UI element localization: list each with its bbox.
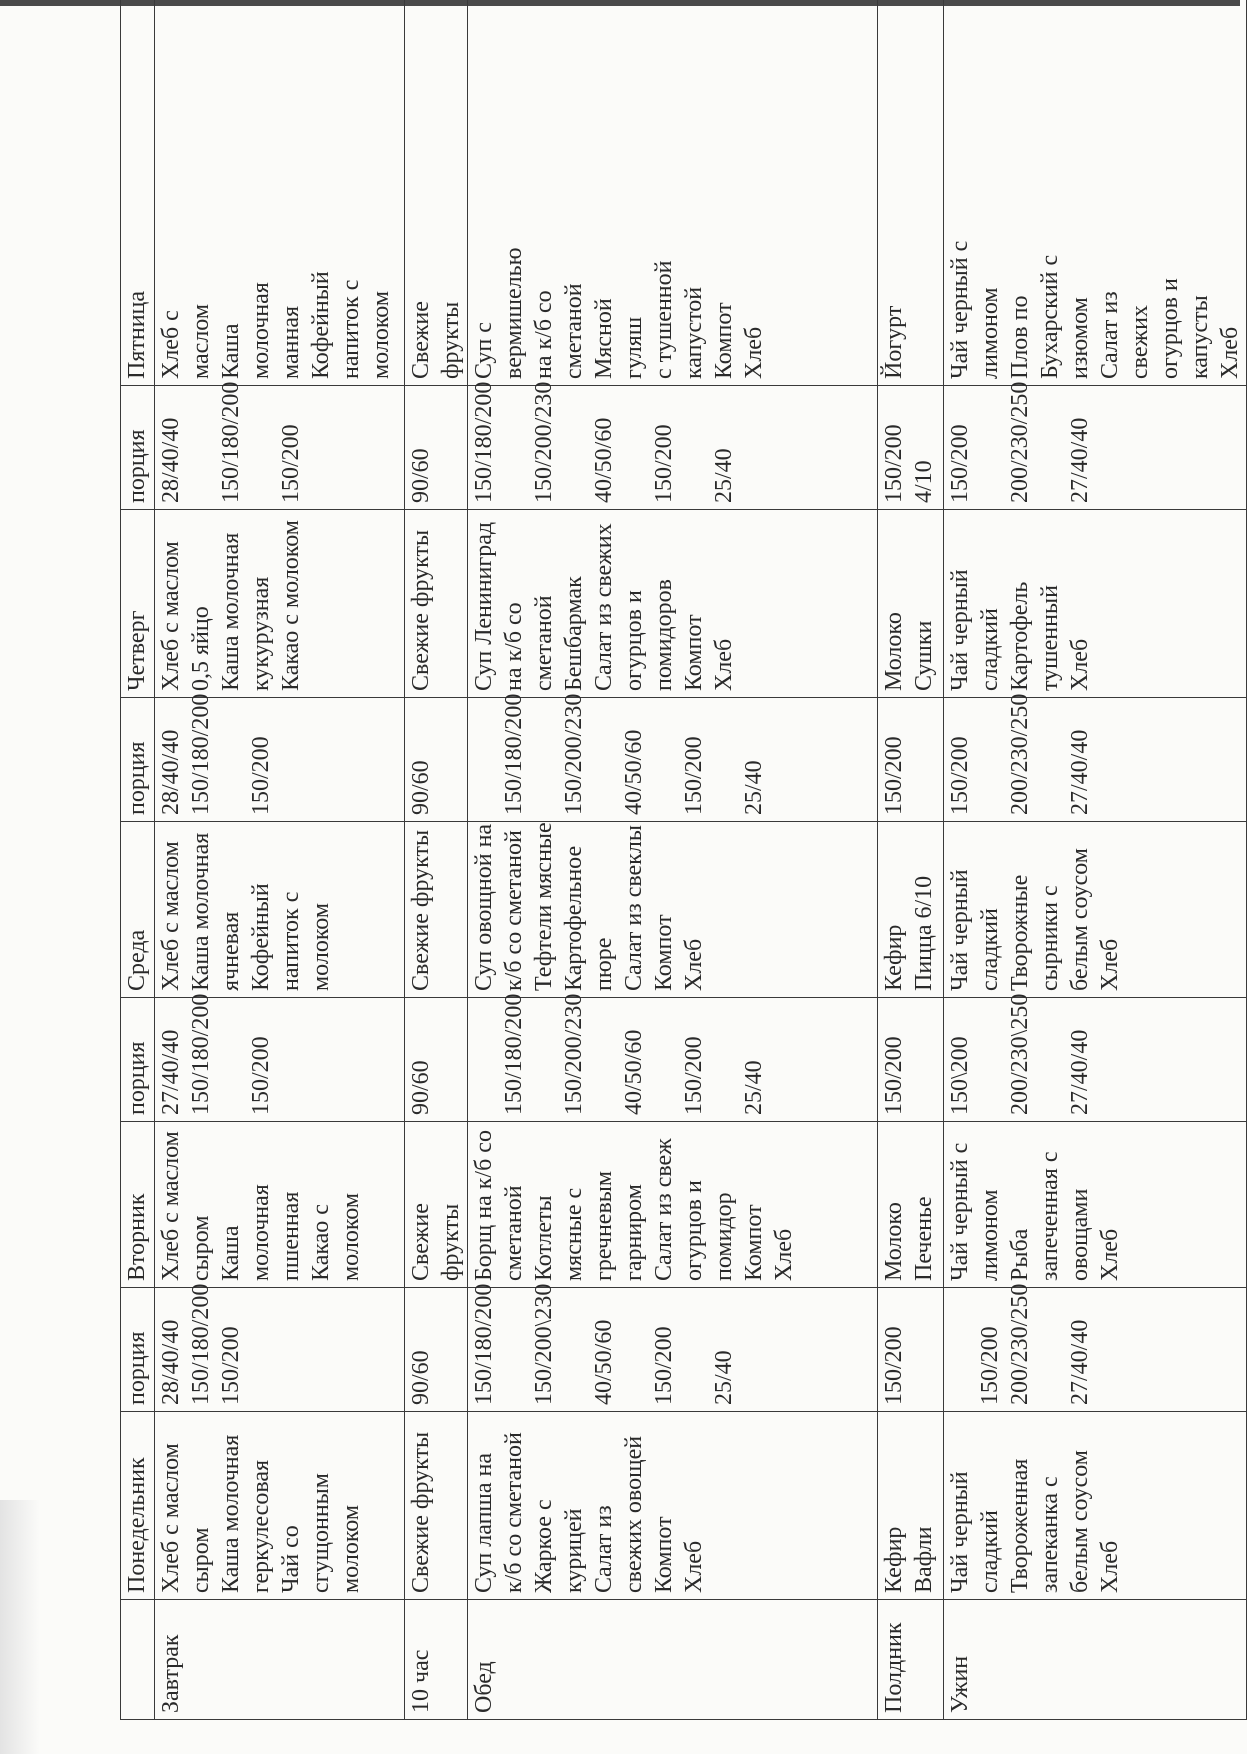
dish-line: Хлеб: [1217, 326, 1243, 379]
portion-line: [619, 1294, 649, 1405]
portion-line: [216, 704, 246, 815]
portion-line: 150/200: [977, 1326, 1003, 1405]
dish-line: Творожные: [1007, 874, 1033, 991]
rotated-page: [120, 40, 1243, 1720]
dish-line: Суп лапша на: [471, 1452, 497, 1593]
dish-line: Бухарский с: [1037, 254, 1063, 379]
portion-line: 200/230/250: [1007, 381, 1033, 503]
portion-line: 150/180/200: [188, 1283, 214, 1405]
portion-cell: [405, 1288, 468, 1412]
dish-line: молоком: [308, 902, 334, 991]
portion-line: 150/200: [651, 1326, 677, 1405]
day-header: Пятница: [121, 0, 155, 386]
dish-line: гуляш: [621, 316, 647, 379]
dish-line: Сушки: [911, 620, 937, 691]
portion-cell: [405, 698, 468, 822]
dish-cell: [944, 0, 1247, 386]
dish-line: к/б со сметаной: [501, 1432, 527, 1593]
dish-line: Хлеб: [681, 1540, 707, 1593]
dish-line: Твороженная: [1007, 1458, 1033, 1593]
portion-cell: [155, 381, 405, 510]
portion-header: порция: [121, 386, 155, 510]
dish-line: белым соусом: [1067, 1450, 1093, 1593]
header-row: [121, 0, 155, 1720]
portion-line: [709, 704, 739, 815]
portion-line: 150/180/200: [501, 993, 527, 1115]
portion-line: 150\200: [947, 1036, 973, 1115]
portion-line: 150/180/200: [188, 693, 214, 815]
dish-line: Салат из свеклы: [621, 825, 647, 991]
dish-line: Жаркое с: [531, 1499, 557, 1593]
portion-cell: [155, 993, 405, 1122]
weekly-menu-table: [120, 0, 1247, 1720]
portion-line: [589, 704, 619, 815]
meal-row: [468, 0, 878, 1720]
dish-line: Плов по: [1007, 295, 1033, 379]
dish-line: Рыба: [1007, 1228, 1033, 1281]
dish-cell: [944, 1122, 1247, 1288]
dish-cell: [468, 1122, 878, 1288]
dish-line: Хлеб с: [158, 310, 184, 379]
dish-line: сладкий: [977, 1510, 1003, 1593]
portion-line: 150/200: [881, 1326, 907, 1405]
portion-line: [529, 1004, 559, 1115]
portion-cell: [878, 1288, 944, 1412]
dish-line: пшенная: [278, 1191, 304, 1281]
dish-line: лимоном: [977, 1189, 1003, 1281]
portion-line: [559, 1294, 589, 1405]
dish-line: молочная: [248, 1184, 274, 1281]
portion-line: 4/10: [911, 460, 937, 503]
portion-line: 150/180/200: [188, 993, 214, 1115]
portion-cell: [878, 698, 944, 822]
dish-line: Чай черный: [947, 869, 973, 991]
day-header: Понедельник: [121, 1412, 155, 1600]
dish-line: Йогурт: [881, 305, 907, 379]
dish-cell: [155, 1122, 405, 1288]
dish-line: кукурузная: [248, 576, 274, 691]
dish-line: Кофейный: [308, 271, 334, 379]
dish-line: запеканка с: [1037, 1476, 1063, 1593]
dish-line: Свежие фрукты: [408, 829, 434, 991]
portion-line: 40/50/60: [591, 417, 617, 503]
dish-line: к/б со сметаной: [501, 830, 527, 991]
dish-line: гречневым: [591, 1170, 617, 1281]
portion-line: 150/200: [881, 424, 907, 503]
portion-cell: [468, 381, 878, 510]
dish-line: капусты: [1187, 295, 1213, 379]
dish-line: Каша молочная: [218, 532, 244, 691]
portion-cell: [944, 693, 1247, 822]
dish-line: сыром: [188, 1527, 214, 1593]
portion-line: 150/200/230: [531, 381, 557, 503]
dish-line: Суп овощной на: [471, 823, 497, 991]
dish-line: Свежие фрукты: [408, 529, 434, 691]
dish-line: Хлеб: [1067, 638, 1093, 691]
dish-line: Чай черный: [947, 1471, 973, 1593]
dish-line: Хлеб: [1097, 938, 1123, 991]
dish-line: овощами: [1067, 1188, 1093, 1281]
dish-line: Каша молочная: [218, 1434, 244, 1593]
portion-cell: [468, 1283, 878, 1412]
dish-cell: [878, 1412, 944, 1600]
dish-line: фрукты: [438, 1203, 464, 1281]
portion-line: 150/200: [881, 1036, 907, 1115]
portion-line: 150/200/230: [561, 693, 587, 815]
dish-line: Молоко: [881, 1202, 907, 1281]
dish-line: Хлеб: [1097, 1228, 1123, 1281]
dish-line: Салат из: [591, 1505, 617, 1593]
portion-line: 90/60: [408, 1350, 434, 1405]
portion-line: 150/200: [218, 1326, 244, 1405]
portion-line: [649, 704, 679, 815]
portion-line: 25/40: [711, 448, 737, 503]
portion-line: 200/230/250: [1007, 1283, 1033, 1405]
portion-line: [499, 1294, 529, 1405]
dish-cell: [468, 822, 878, 998]
dish-line: гарниром: [621, 1184, 647, 1281]
dish-cell: [468, 510, 878, 698]
dish-line: Котлеты: [531, 1195, 557, 1281]
portion-cell: [405, 998, 468, 1122]
portion-line: [216, 1004, 246, 1115]
portion-line: 150/200\230: [531, 1283, 557, 1405]
portion-line: [619, 392, 649, 503]
dish-line: сладкий: [977, 608, 1003, 691]
meal-row: [155, 0, 405, 1720]
meal-row: [878, 0, 944, 1720]
portion-line: 150/200: [681, 736, 707, 815]
dish-cell: [405, 822, 468, 998]
portion-line: 150/200: [248, 736, 274, 815]
dish-line: тушенный: [1037, 585, 1063, 691]
dish-cell: [468, 0, 878, 386]
corner-cell: [121, 1600, 155, 1720]
dish-line: курицей: [561, 1508, 587, 1593]
dish-line: молочная: [248, 282, 274, 379]
dish-line: огурцов и: [621, 590, 647, 691]
dish-line: Компот: [681, 614, 707, 691]
meal-label: Ужин: [944, 1600, 1247, 1720]
dish-line: сладкий: [977, 908, 1003, 991]
portion-line: 27/40/40: [1067, 417, 1093, 503]
dish-cell: [944, 1412, 1247, 1600]
dish-line: свежих овощей: [621, 1435, 647, 1593]
dish-line: Чай черный с: [947, 240, 973, 379]
portion-line: 40/50/60: [621, 729, 647, 815]
dish-line: Чай черный: [947, 569, 973, 691]
dish-line: Пицца 6/10: [911, 875, 937, 991]
portion-cell: [468, 693, 878, 822]
dish-line: сметаной: [531, 595, 557, 691]
dish-cell: [468, 1412, 878, 1600]
portion-line: 150/180/200: [218, 381, 244, 503]
portion-line: [1035, 704, 1065, 815]
dish-cell: [155, 0, 405, 386]
portion-line: [1035, 1294, 1065, 1405]
dish-line: сыром: [188, 1215, 214, 1281]
meal-row: [944, 0, 1247, 1720]
dish-line: Картофельное: [561, 845, 587, 991]
portion-line: 27/40/40: [1067, 1029, 1093, 1115]
dish-line: огурцов и: [1157, 278, 1183, 379]
dish-line: Вафли: [911, 1526, 937, 1593]
dish-line: на к/б со: [531, 290, 557, 379]
portion-line: 25/40: [741, 760, 767, 815]
dish-line: молоком: [338, 1192, 364, 1281]
portion-cell: [878, 386, 944, 510]
dish-line: Свежие: [408, 1203, 434, 1281]
portion-cell: [155, 693, 405, 822]
dish-line: Хлеб с маслом: [158, 541, 184, 691]
dish-line: Кефир: [881, 1526, 907, 1593]
dish-line: геркулесовая: [248, 1459, 274, 1593]
portion-line: [1035, 1004, 1065, 1115]
portion-line: [945, 1294, 975, 1405]
portion-line: 150/200: [947, 736, 973, 815]
portion-line: 150/180/200: [471, 381, 497, 503]
dish-line: Компот: [741, 1204, 767, 1281]
dish-line: Хлеб: [741, 326, 767, 379]
portion-header: порция: [121, 698, 155, 822]
portion-line: 90/60: [408, 448, 434, 503]
portion-line: 150/200: [947, 424, 973, 503]
dish-cell: [405, 0, 468, 386]
dish-line: лимоном: [977, 287, 1003, 379]
portion-line: 150/200: [681, 1036, 707, 1115]
dish-line: капустой: [681, 286, 707, 379]
portion-line: [559, 392, 589, 503]
portion-cell: [944, 993, 1247, 1122]
portion-line: 28/40/40: [158, 729, 184, 815]
dish-line: Чай черный с: [947, 1142, 973, 1281]
dish-line: вермишелью: [501, 247, 527, 379]
dish-line: на к/б со: [501, 602, 527, 691]
day-header: Вторник: [121, 1122, 155, 1288]
dish-line: запеченная с: [1037, 1151, 1063, 1281]
portion-line: [709, 1004, 739, 1115]
portion-line: [975, 704, 1005, 815]
dish-line: с тушенной: [651, 260, 677, 379]
portion-line: [649, 1004, 679, 1115]
dish-line: Какао с молоком: [278, 520, 304, 691]
portion-line: 200/230/250: [1007, 693, 1033, 815]
dish-line: Борщ на к/б со: [471, 1130, 497, 1281]
dish-line: Хлеб с маслом: [158, 1443, 184, 1593]
portion-line: 40/50/60: [591, 1319, 617, 1405]
dish-line: манная: [278, 305, 304, 379]
dish-line: ячневая: [218, 911, 244, 991]
dish-line: молоком: [368, 290, 394, 379]
portion-line: [1035, 392, 1065, 503]
portion-line: 28/40/40: [158, 417, 184, 503]
dish-line: мясные с: [561, 1187, 587, 1281]
dish-line: Картофель: [1007, 581, 1033, 691]
dish-cell: [155, 510, 405, 698]
portion-line: [975, 1004, 1005, 1115]
dish-line: помидоров: [651, 579, 677, 691]
portion-line: [529, 704, 559, 815]
dish-line: Хлеб с маслом: [158, 841, 184, 991]
day-header: Четверг: [121, 510, 155, 698]
meal-label: Полдник: [878, 1600, 944, 1720]
portion-cell: [405, 386, 468, 510]
dish-cell: [405, 510, 468, 698]
portion-line: 90/60: [408, 1060, 434, 1115]
dish-line: Каша молочная: [188, 832, 214, 991]
dish-cell: [155, 822, 405, 998]
portion-line: 150/200: [278, 424, 304, 503]
meal-label: Обед: [468, 1600, 878, 1720]
portion-line: [589, 1004, 619, 1115]
dish-cell: [878, 510, 944, 698]
dish-cell: [155, 1412, 405, 1600]
dish-line: Суп с: [471, 322, 497, 379]
dish-line: Каша: [218, 1225, 244, 1281]
dish-cell: [405, 1412, 468, 1600]
meal-label: Завтрак: [155, 1600, 405, 1720]
portion-line: [246, 392, 276, 503]
dish-line: Хлеб с маслом: [158, 1131, 184, 1281]
dish-line: сметаной: [501, 1185, 527, 1281]
portion-line: 150/180/200: [501, 693, 527, 815]
dish-line: помидор: [711, 1192, 737, 1281]
portion-line: [469, 704, 499, 815]
portion-line: [469, 1004, 499, 1115]
dish-line: пюре: [591, 937, 617, 991]
dish-line: Молоко: [881, 612, 907, 691]
dish-line: сырники с: [1037, 885, 1063, 991]
dish-line: Свежие: [408, 301, 434, 379]
portion-line: 25/40: [711, 1350, 737, 1405]
dish-line: Чай со: [278, 1525, 304, 1593]
meal-row: [405, 0, 468, 1720]
portion-line: [499, 392, 529, 503]
portion-line: 25/40: [741, 1060, 767, 1115]
dish-line: 0,5 яйцо: [188, 606, 214, 691]
portion-line: [679, 1294, 709, 1405]
portion-line: 150/200/230: [561, 993, 587, 1115]
dish-line: Салат из: [1097, 291, 1123, 379]
dish-line: Салат из свеж: [651, 1138, 677, 1281]
portion-header: порция: [121, 998, 155, 1122]
dish-line: Бешбармак: [561, 576, 587, 691]
dish-line: Печенье: [911, 1196, 937, 1281]
portion-line: 150/200: [248, 1036, 274, 1115]
portion-line: 40/50/60: [621, 1029, 647, 1115]
portion-line: 90/60: [408, 760, 434, 815]
dish-cell: [878, 0, 944, 386]
dish-cell: [878, 822, 944, 998]
portion-cell: [468, 993, 878, 1122]
portion-line: 150/200: [651, 424, 677, 503]
dish-line: Хлеб: [711, 638, 737, 691]
dish-line: белым соусом: [1067, 848, 1093, 991]
dish-cell: [944, 822, 1247, 998]
dish-line: молоком: [338, 1504, 364, 1593]
portion-line: [186, 392, 216, 503]
dish-line: свежих: [1127, 305, 1153, 379]
dish-cell: [944, 510, 1247, 698]
dish-cell: [405, 1122, 468, 1288]
dish-line: напиток с: [278, 891, 304, 991]
dish-line: сгущонным: [308, 1473, 334, 1593]
dish-line: Компот: [651, 1516, 677, 1593]
portion-cell: [155, 1283, 405, 1412]
dish-line: сметаной: [561, 283, 587, 379]
portion-cell: [878, 998, 944, 1122]
dish-line: Салат из свежих: [591, 523, 617, 691]
dish-line: Свежие фрукты: [408, 1431, 434, 1593]
dish-line: маслом: [188, 303, 214, 379]
dish-line: Компот: [711, 302, 737, 379]
dish-line: Мясной: [591, 298, 617, 379]
dish-line: Хлеб: [771, 1228, 797, 1281]
dish-line: Компот: [651, 914, 677, 991]
dish-line: изюмом: [1067, 297, 1093, 379]
day-header: Среда: [121, 822, 155, 998]
dish-line: Хлеб: [1097, 1540, 1123, 1593]
portion-line: 27/40/40: [1067, 1319, 1093, 1405]
dish-line: фрукты: [438, 301, 464, 379]
portion-line: 27/40/40: [158, 1029, 184, 1115]
dish-cell: [878, 1122, 944, 1288]
portion-line: 28/40/40: [158, 1319, 184, 1405]
portion-cell: [944, 381, 1247, 510]
dish-line: Тефтели мясные: [531, 822, 557, 991]
dish-line: Каша: [218, 323, 244, 379]
dish-line: Кофейный: [248, 883, 274, 991]
meal-label: 10 час: [405, 1600, 468, 1720]
portion-line: 200/230\250: [1007, 993, 1033, 1115]
portion-header: порция: [121, 1288, 155, 1412]
dish-line: напиток с: [338, 279, 364, 379]
dish-line: Хлеб: [681, 938, 707, 991]
dish-line: огурцов и: [681, 1180, 707, 1281]
dish-line: Какао с: [308, 1204, 334, 1281]
portion-line: 27/40/40: [1067, 729, 1093, 815]
portion-line: 150/180/200: [471, 1283, 497, 1405]
portion-line: [975, 392, 1005, 503]
portion-line: 150/200: [881, 736, 907, 815]
scan-shadow: [0, 1500, 40, 1754]
dish-line: Суп Лениниград: [471, 521, 497, 691]
dish-line: Кефир: [881, 924, 907, 991]
portion-line: [679, 392, 709, 503]
portion-cell: [944, 1283, 1247, 1412]
